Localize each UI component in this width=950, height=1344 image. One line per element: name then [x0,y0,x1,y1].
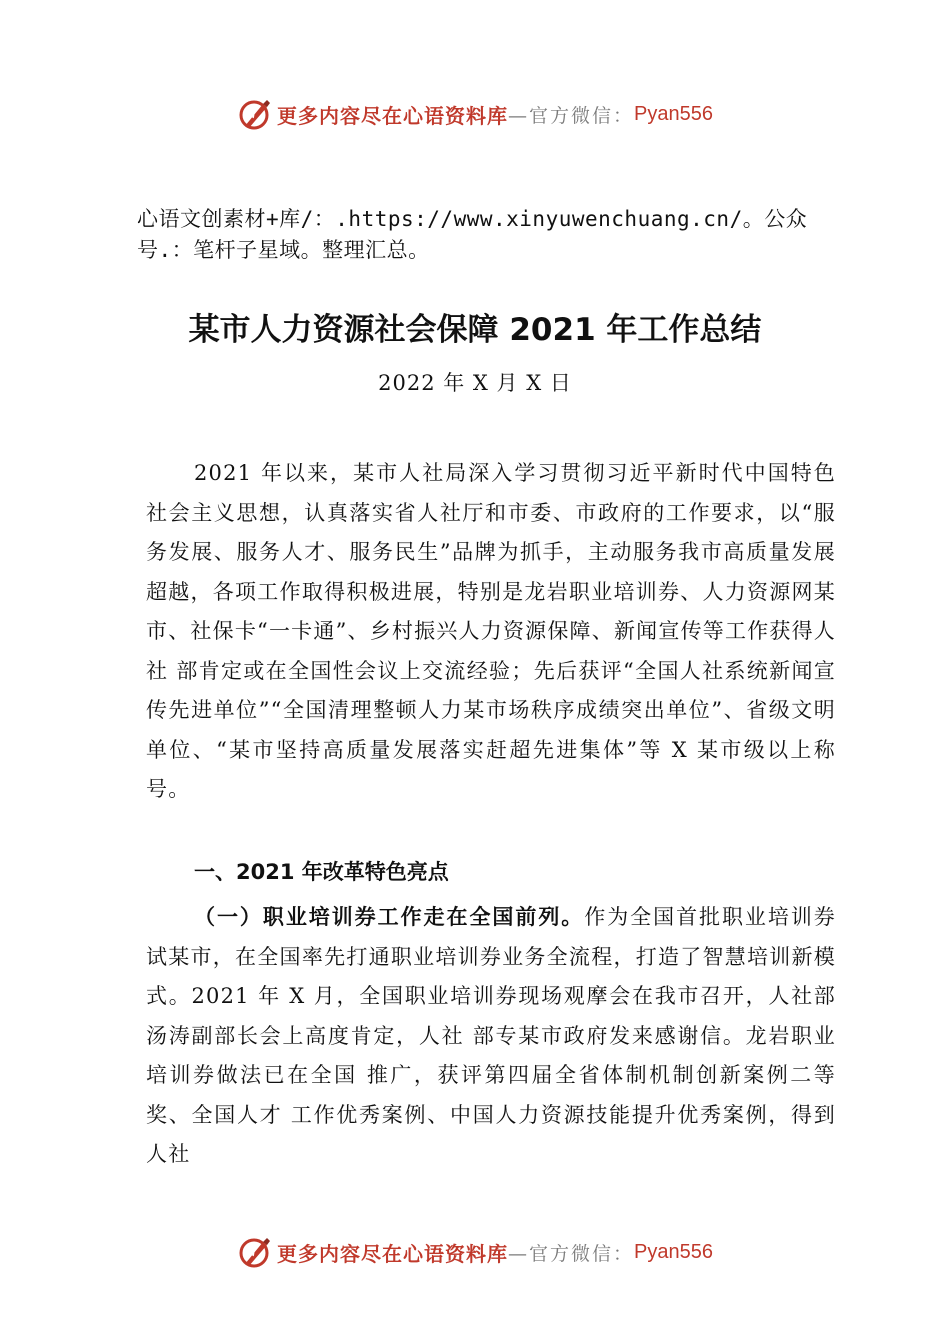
banner-main-text: 更多内容尽在心语资料库 [277,103,508,128]
pen-logo-icon [237,96,273,132]
paragraph-training-voucher [146,897,836,1175]
source-line: 心语文创素材+库/：.https://www.xinyuwenchuang.cn/。公众号.：笔杆子星域。整理汇总。 [137,207,808,262]
banner-main-text: 更多内容尽在心语资料库 [277,1241,508,1266]
paragraph-body: 作为全国首批职业培训券试某市，在全国率先打通职业培训券业务全流程，打造了智慧培训新模式。2021 年 X 月，全国职业培训券现场观摩会在我市召开，人社部汤涛副部长会上高度肯定，人社 部专某市政府发来感谢信。龙岩职业培训券做法已在全国 推广，获评第四届全省体制机制创新案例二等奖、全国人才 工作优秀案例、中国人力资源技能提升优秀案例，得到人社 [146,905,837,1166]
paragraph-intro: 2021 年以来，某市人社局深入学习贯彻习近平新时代中国特色社会主义思想，认真落实省人社厅和市委、市政府的工作要求，以“服务发展、服务人才、服务民生”品牌为抓手，主动服务我市高质量发展超越，各项工作取得积极进展，特别是龙岩职业培训券、人力资源网某市、社保卡“一卡通”、乡村振兴人力资源保障、新闻宣传等工作获得人社 部肯定或在全国性会议上交流经验；先后获评“全国人社系统新闻宣传先进单位”“全国清理整顿人力某市场秩序成绩突出单位”、省级文明单位、“某市坚持高质量发展落实赶超先进集体”等 X 某市级以上称号。 [146,461,836,801]
paragraph-lead-heading: （一）职业培训券工作走在全国前列。 [194,904,585,929]
footer-watermark-banner [0,1230,950,1274]
section-heading-1: 一、2021 年改革特色亮点 [194,860,449,884]
banner-wechat-id: Pyan556 [634,1240,713,1263]
banner-separator-text: —官方微信： [508,104,635,127]
banner-wechat-id: Pyan556 [634,102,713,125]
banner-separator-text: —官方微信： [508,1242,635,1265]
document-title: 某市人力资源社会保障 2021 年工作总结 [188,312,762,348]
header-watermark-banner [0,92,950,136]
pen-logo-icon [237,1234,273,1270]
document-date: 2022 年 X 月 X 日 [378,371,572,395]
